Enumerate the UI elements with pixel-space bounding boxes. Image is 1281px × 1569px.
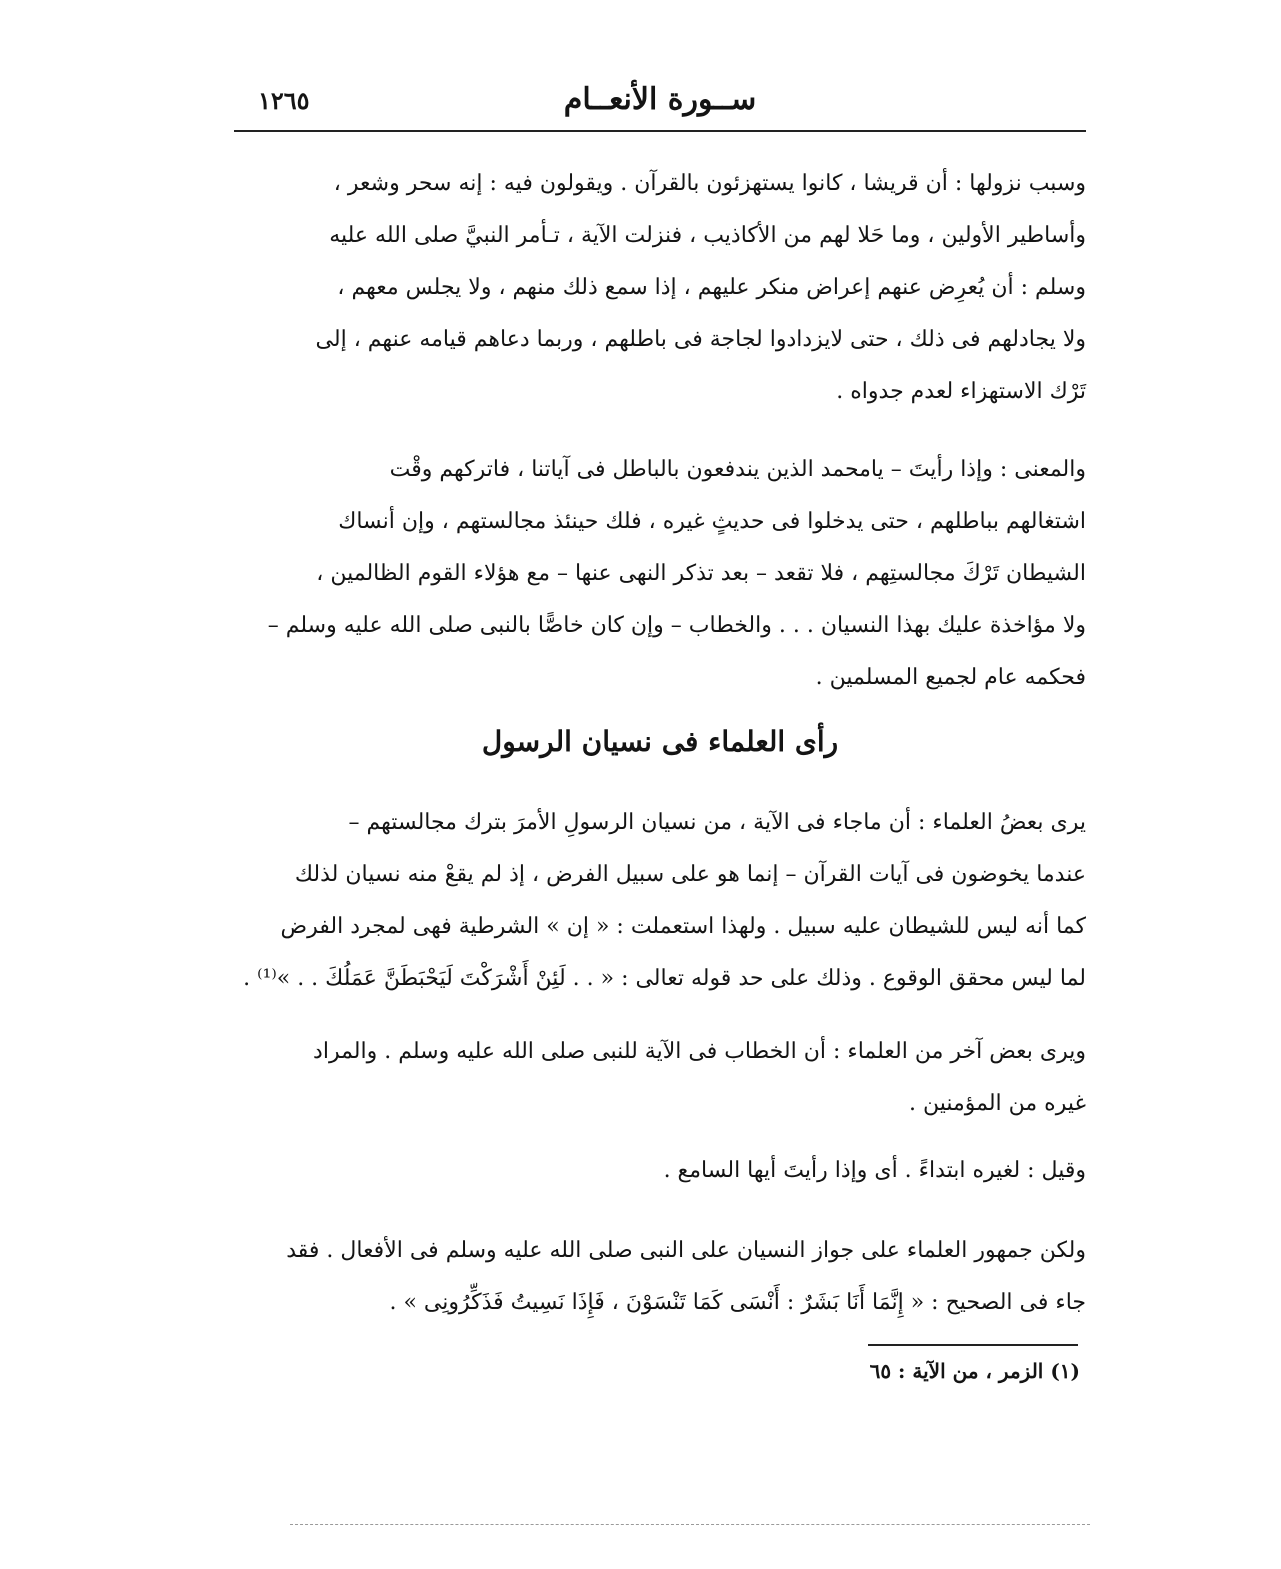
paragraph-said: وقيل : لغيره ابتداءً . أى وإذا رأيتَ أيها السامع . [663,1158,1086,1183]
paragraph-scholars-view-1: يرى بعضُ العلماء : أن ماجاء فى الآية ، من نسيان الرسولِ الأمرَ بترك مجالستهم – عندما يخوضون فى آيات القرآن – إنما هو على سبيل الفرض ، إذ لم يقعْ منه نسيان لذلك كما أنه ليس للشيطان عليه سبيل . ولهذا استعملت : « إن » الشرطية فهى لمجرد الفرض لما ليس محقق الوقوع . وذلك على حد قوله تعالى : « . . لَئِنْ أَشْرَكْتَ لَيَحْبَطَنَّ عَمَلُكَ . . »⁽¹⁾ . [243,810,1086,991]
page-number: ١٢٦٥ [258,86,310,115]
paragraph-reason-of-revelation: وسبب نزولها : أن قريشا ، كانوا يستهزئون بالقرآن . ويقولون فيه : إنه سحر وشعر ، وأساطير الأولين ، وما حَلا لهم من الأكاذيب ، فنزلت الآية ، تـأمر النبيَّ صلى الله عليه وسلم : أن يُعرِض عنهم إعراض منكر عليهم ، إذا سمع ذلك منهم ، ولا يجلس معهم ، ولا يجادلهم فى ذلك ، حتى لايزدادوا لجاجة فى باطلهم ، وربما دعاهم قيامه عنهم ، إلى تَرْك الاستهزاء لعدم جدواه . [315,171,1086,404]
surah-title: ســورة الأنعــام [563,82,757,117]
paragraph-meaning: والمعنى : وإذا رأيتَ – يامحمد الذين يندفعون بالباطل فى آياتنا ، فاتركهم وقْت اشتغالهم بباطلهم ، حتى يدخلوا فى حديثٍ غيره ، فلك حينئذ مجالستهم ، وإن أنساك الشيطان تَرْكَ مجالستِهم ، فلا تقعد – بعد تذكر النهى عنها – مع هؤلاء القوم الظالمين ، ولا مؤاخذة عليك بهذا النسيان . . . والخطاب – وإن كان خاصًّا بالنبى صلى الله عليه وسلم – فحكمه عام لجميع المسلمين . [267,457,1086,690]
paragraph-majority-view: ولكن جمهور العلماء على جواز النسيان على النبى صلى الله عليه وسلم فى الأفعال . فقد جاء فى الصحيح : « إِنَّمَا أَنَا بَشَرٌ : أَنْسَى كَمَا تَنْسَوْنَ ، فَإِذَا نَسِيتُ فَذَكِّرُونِى » . [286,1238,1086,1315]
footnote: (١) الزمر ، من الآية : ٦٥ [869,1359,1080,1383]
footnote-separator [868,1344,1078,1346]
paragraph-scholars-view-2: ويرى بعض آخر من العلماء : أن الخطاب فى الآية للنبى صلى الله عليه وسلم . والمراد غيره من المؤمنين . [313,1039,1086,1116]
scan-artifact-line [290,1524,1090,1525]
page-header [234,80,1086,132]
section-heading: رأى العلماء فى نسيان الرسول [481,725,839,758]
